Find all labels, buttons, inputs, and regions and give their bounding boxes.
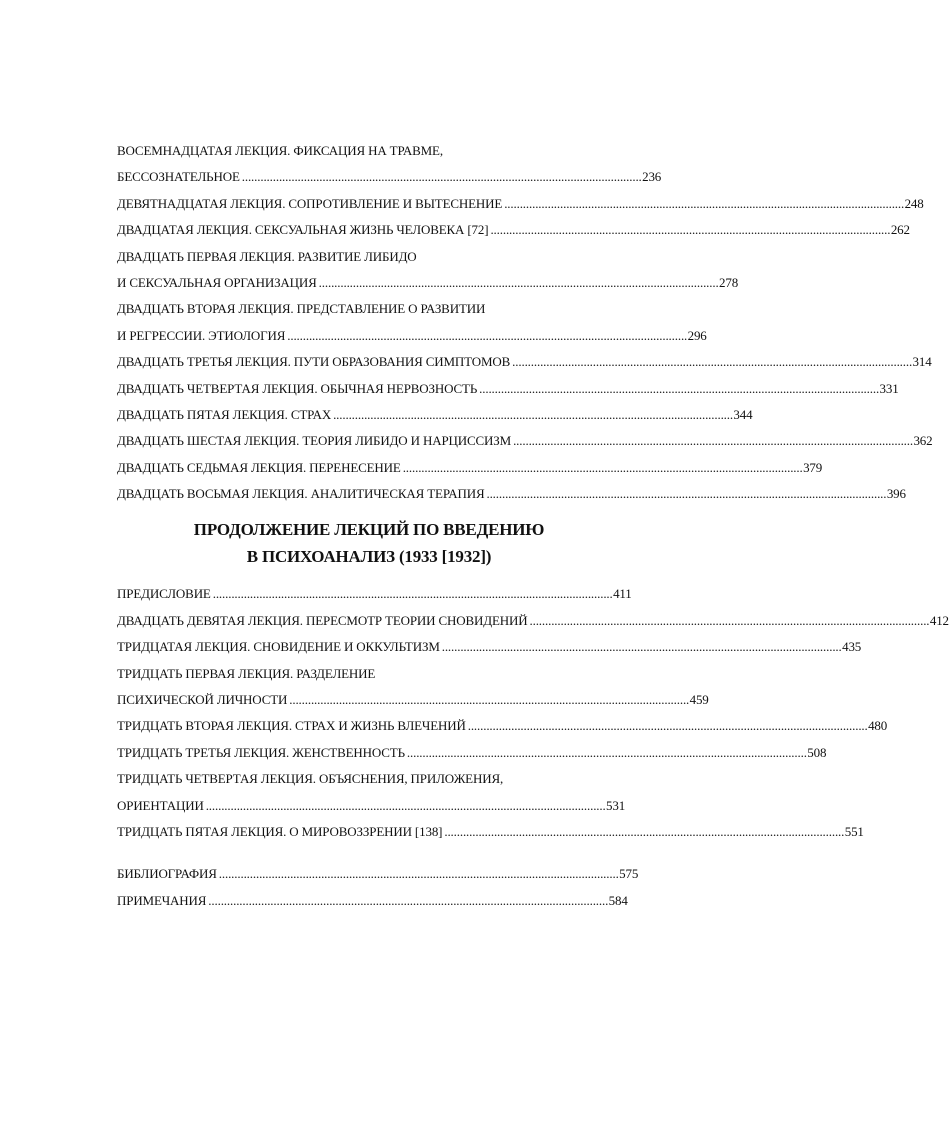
toc-page-number: 435: [842, 639, 862, 655]
toc-entry-title: ДВАДЦАТЬ СЕДЬМАЯ ЛЕКЦИЯ. ПЕРЕНЕСЕНИЕ: [117, 459, 401, 475]
dot-leader: [213, 581, 611, 607]
toc-entry[interactable]: [117, 138, 621, 164]
toc-section-appendix: [117, 861, 639, 914]
toc-entry[interactable]: [117, 323, 707, 349]
section-spacer: [117, 845, 621, 861]
toc-entry-title: ВОСЕМНАДЦАТАЯ ЛЕКЦИЯ. ФИКСАЦИЯ НА ТРАВМЕ,: [117, 143, 443, 158]
toc-page-number: 314: [912, 354, 932, 370]
table-of-contents: [117, 138, 949, 914]
dot-leader: [442, 634, 840, 660]
toc-entry[interactable]: [117, 191, 924, 217]
toc-entry[interactable]: [117, 349, 932, 375]
dot-leader: [530, 608, 928, 634]
toc-page-number: 575: [619, 866, 639, 882]
toc-entry-title: ДВАДЦАТЬ ПЯТАЯ ЛЕКЦИЯ. СТРАХ: [117, 406, 332, 422]
toc-entry-title: БИБЛИОГРАФИЯ: [117, 866, 217, 882]
toc-page-number: 296: [687, 327, 707, 343]
toc-page-number: 236: [642, 169, 662, 185]
toc-page-number: 344: [733, 406, 753, 422]
toc-entry[interactable]: [117, 296, 621, 322]
dot-leader: [504, 191, 902, 217]
toc-entry-title: ОРИЕНТАЦИИ: [117, 797, 204, 813]
toc-entry-title: ДВАДЦАТЬ ВТОРАЯ ЛЕКЦИЯ. ПРЕДСТАВЛЕНИЕ О РАЗВИТИИ: [117, 301, 486, 317]
toc-page-number: 362: [913, 433, 933, 449]
dot-leader: [486, 481, 884, 507]
toc-entry[interactable]: [117, 244, 621, 270]
toc-page-number: 379: [803, 459, 823, 475]
toc-entry-title: ДВАДЦАТЬ ЧЕТВЕРТАЯ ЛЕКЦИЯ. ОБЫЧНАЯ НЕРВОЗНОСТЬ: [117, 380, 478, 396]
dot-leader: [206, 793, 604, 819]
section-heading-line: ПРОДОЛЖЕНИЕ ЛЕКЦИЙ ПО ВВЕДЕНИЮ: [193, 520, 545, 540]
toc-entry[interactable]: [117, 634, 862, 660]
dot-leader: [242, 164, 640, 190]
toc-entry-title: ТРИДЦАТАЯ ЛЕКЦИЯ. СНОВИДЕНИЕ И ОККУЛЬТИЗМ: [117, 639, 440, 655]
toc-entry-title: ТРИДЦАТЬ ТРЕТЬЯ ЛЕКЦИЯ. ЖЕНСТВЕННОСТЬ: [117, 744, 405, 760]
toc-entry[interactable]: [117, 888, 628, 914]
toc-entry[interactable]: [117, 661, 621, 687]
toc-entry-title: ТРИДЦАТЬ ПЕРВАЯ ЛЕКЦИЯ. РАЗДЕЛЕНИЕ: [117, 665, 376, 681]
toc-entry-title: ТРИДЦАТЬ ПЯТАЯ ЛЕКЦИЯ. О МИРОВОЗЗРЕНИИ [138]: [117, 823, 443, 839]
dot-leader: [490, 217, 888, 243]
dot-leader: [289, 687, 687, 713]
toc-entry-title: ПРИМЕЧАНИЯ: [117, 892, 207, 908]
toc-entry-title: ДВАДЦАТЬ ВОСЬМАЯ ЛЕКЦИЯ. АНАЛИТИЧЕСКАЯ ТЕРАПИЯ: [117, 486, 485, 502]
toc-entry[interactable]: [117, 164, 662, 190]
toc-page-number: 508: [807, 744, 827, 760]
toc-entry[interactable]: [117, 687, 709, 713]
toc-entry[interactable]: [117, 581, 632, 607]
toc-entry[interactable]: [117, 819, 864, 845]
toc-entry[interactable]: [117, 608, 949, 634]
toc-entry-title: ДВАДЦАТАЯ ЛЕКЦИЯ. СЕКСУАЛЬНАЯ ЖИЗНЬ ЧЕЛОВЕКА [72]: [117, 222, 489, 238]
toc-page-number: 531: [606, 797, 626, 813]
toc-entry-title: И РЕГРЕССИИ. ЭТИОЛОГИЯ: [117, 327, 286, 343]
dot-leader: [468, 713, 866, 739]
toc-page-number: 262: [890, 222, 910, 238]
dot-leader: [444, 819, 842, 845]
toc-entry[interactable]: [117, 270, 739, 296]
toc-entry[interactable]: [117, 766, 621, 792]
toc-entry-title: И СЕКСУАЛЬНАЯ ОРГАНИЗАЦИЯ: [117, 274, 317, 290]
toc-page-number: 278: [719, 274, 739, 290]
toc-entry-title: ДВАДЦАТЬ ТРЕТЬЯ ЛЕКЦИЯ. ПУТИ ОБРАЗОВАНИЯ СИМПТОМОВ: [117, 354, 511, 370]
toc-entry[interactable]: [117, 376, 899, 402]
toc-entry-title: ПРЕДИСЛОВИЕ: [117, 586, 211, 602]
dot-leader: [219, 861, 617, 887]
toc-entry[interactable]: [117, 402, 753, 428]
dot-leader: [333, 402, 731, 428]
toc-entry[interactable]: [117, 793, 626, 819]
toc-page-number: 584: [608, 892, 628, 908]
toc-entry[interactable]: [117, 217, 910, 243]
section-heading: [117, 516, 621, 570]
dot-leader: [403, 455, 801, 481]
toc-entry[interactable]: [117, 428, 933, 454]
toc-entry-title: ТРИДЦАТЬ ЧЕТВЕРТАЯ ЛЕКЦИЯ. ОБЪЯСНЕНИЯ, ПРИЛОЖЕНИЯ,: [117, 771, 504, 787]
toc-page-number: 412: [929, 612, 949, 628]
toc-page-number: 331: [879, 380, 899, 396]
dot-leader: [287, 323, 685, 349]
toc-entry-title: ПСИХИЧЕСКОЙ ЛИЧНОСТИ: [117, 692, 288, 708]
toc-section-lectures: [117, 138, 933, 507]
toc-page-number: 459: [689, 692, 709, 708]
toc-page-number: 396: [886, 486, 906, 502]
toc-page-number: 248: [904, 195, 924, 211]
toc-entry-title: БЕССОЗНАТЕЛЬНОЕ: [117, 169, 240, 185]
dot-leader: [407, 740, 805, 766]
toc-entry-title: ДЕВЯТНАДЦАТАЯ ЛЕКЦИЯ. СОПРОТИВЛЕНИЕ И ВЫТЕСНЕНИЕ: [117, 195, 503, 211]
toc-entry[interactable]: [117, 481, 906, 507]
dot-leader: [319, 270, 717, 296]
toc-page-number: 480: [868, 718, 888, 734]
toc-section-continuation: [117, 581, 949, 845]
toc-entry-title: ДВАДЦАТЬ ШЕСТАЯ ЛЕКЦИЯ. ТЕОРИЯ ЛИБИДО И НАРЦИССИЗМ: [117, 433, 512, 449]
dot-leader: [479, 376, 877, 402]
toc-entry-title: ДВАДЦАТЬ ДЕВЯТАЯ ЛЕКЦИЯ. ПЕРЕСМОТР ТЕОРИИ СНОВИДЕНИЙ: [117, 612, 528, 628]
dot-leader: [208, 888, 606, 914]
dot-leader: [513, 428, 911, 454]
toc-page-number: 551: [844, 823, 864, 839]
toc-entry-title: ТРИДЦАТЬ ВТОРАЯ ЛЕКЦИЯ. СТРАХ И ЖИЗНЬ ВЛЕЧЕНИЙ: [117, 718, 466, 734]
dot-leader: [512, 349, 910, 375]
toc-page-number: 411: [613, 586, 632, 602]
toc-entry[interactable]: [117, 455, 823, 481]
toc-entry-title: ДВАДЦАТЬ ПЕРВАЯ ЛЕКЦИЯ. РАЗВИТИЕ ЛИБИДО: [117, 248, 417, 264]
toc-entry[interactable]: [117, 740, 827, 766]
toc-entry[interactable]: [117, 861, 639, 887]
section-heading-line: В ПСИХОАНАЛИЗ (1933 [1932]): [246, 547, 492, 567]
toc-entry[interactable]: [117, 713, 888, 739]
